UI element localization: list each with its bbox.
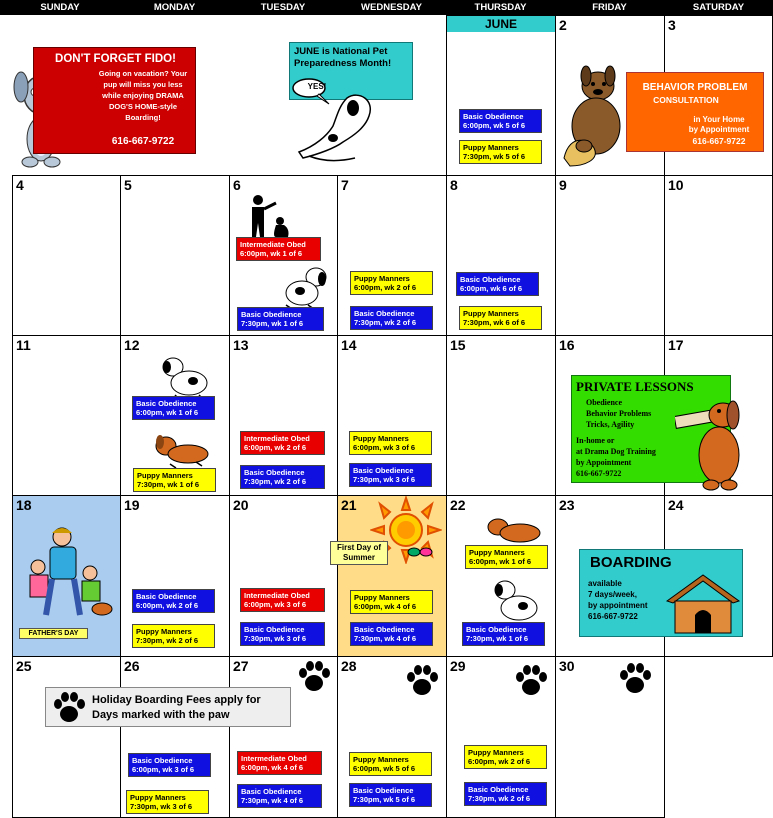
class-time: 6:00pm, wk 2 of 6 [354, 283, 417, 292]
class-name: Basic Obedience [244, 625, 305, 634]
date-number: 12 [124, 337, 140, 353]
class-name: Puppy Manners [468, 748, 524, 757]
lesson-item: Tricks, Agility [586, 420, 635, 429]
behavior-appointment: by Appointment [688, 125, 750, 134]
date-number: 22 [450, 497, 466, 513]
class-box[interactable] [465, 545, 548, 569]
class-time: 6:00pm, wk 2 of 6 [136, 601, 199, 610]
class-name: Puppy Manners [353, 434, 409, 443]
class-time: 7:30pm, wk 4 of 6 [354, 634, 417, 643]
class-time: 7:30pm, wk 2 of 6 [244, 477, 307, 486]
class-name: Intermediate Obed [240, 240, 306, 249]
phone-line: 616-667-9722 [576, 469, 622, 478]
day-cell-25[interactable] [12, 656, 121, 818]
class-time: 7:30pm, wk 1 of 6 [466, 634, 529, 643]
paw-icon [52, 692, 86, 724]
class-name: Basic Obedience [136, 592, 197, 601]
date-number: 23 [559, 497, 575, 513]
class-name: Puppy Manners [354, 274, 410, 283]
private-lessons-list [586, 397, 651, 430]
class-name: Basic Obedience [354, 309, 415, 318]
paw-icon [405, 665, 439, 697]
summer-label: First Day of Summer [330, 541, 388, 565]
date-number: 29 [450, 658, 466, 674]
boarding-phone: 616-667-9722 [588, 612, 638, 621]
speech-bubble-text: YES! [307, 82, 327, 91]
class-name: Basic Obedience [244, 468, 305, 477]
weekday-saturday: SATURDAY [692, 2, 745, 13]
class-time: 6:00pm, wk 1 of 6 [136, 408, 199, 417]
day-cell-9[interactable] [555, 175, 665, 336]
date-number: 9 [559, 177, 567, 193]
trainer-silhouette-icon [246, 193, 292, 239]
date-number: 24 [668, 497, 684, 513]
class-name: Intermediate Obed [241, 754, 307, 763]
date-number: 2 [559, 17, 567, 33]
class-name: Puppy Manners [463, 143, 519, 152]
class-name: Puppy Manners [137, 471, 193, 480]
class-name: Basic Obedience [132, 756, 193, 765]
class-box[interactable] [349, 783, 432, 807]
day-cell-5[interactable] [120, 175, 230, 336]
class-box[interactable] [350, 622, 433, 646]
cartoon-dog-icon [675, 393, 747, 491]
date-number: 7 [341, 177, 349, 193]
class-name: Basic Obedience [468, 785, 529, 794]
doghouse-icon [663, 573, 743, 635]
class-time: 7:30pm, wk 4 of 6 [241, 796, 304, 805]
cartoon-dog-icon [150, 430, 214, 470]
class-name: Puppy Manners [130, 793, 186, 802]
behavior-title: BEHAVIOR PROBLEM [642, 82, 748, 93]
class-time: 6:00pm, wk 5 of 6 [353, 764, 416, 773]
class-name: Basic Obedience [354, 625, 415, 634]
class-time: 7:30pm, wk 2 of 6 [468, 794, 531, 803]
class-box[interactable] [350, 271, 433, 295]
weekday-header [0, 0, 773, 15]
class-time: 6:00pm, wk 4 of 6 [241, 763, 304, 772]
date-number: 25 [16, 658, 32, 674]
class-name: Basic Obedience [241, 310, 302, 319]
day-cell-11[interactable] [12, 335, 121, 496]
fido-phone: 616-667-9722 [111, 136, 175, 147]
class-time: 6:00pm, wk 1 of 6 [469, 557, 532, 566]
class-box[interactable] [240, 431, 325, 455]
date-number: 4 [16, 177, 24, 193]
date-number: 15 [450, 337, 466, 353]
weekday-tuesday: TUESDAY [260, 2, 306, 13]
class-box[interactable] [237, 784, 322, 808]
class-time: 7:30pm, wk 3 of 6 [244, 634, 307, 643]
weekday-friday: FRIDAY [592, 2, 627, 13]
date-number: 17 [668, 337, 684, 353]
cartoon-dog-icon [157, 355, 215, 401]
date-number: 11 [16, 337, 31, 353]
boarding-details [588, 578, 648, 622]
cartoon-dog-icon [487, 578, 547, 626]
class-box[interactable] [240, 588, 325, 612]
date-number: 10 [668, 177, 684, 193]
appointment-line: by Appointment [576, 458, 632, 467]
class-name: Puppy Manners [136, 627, 192, 636]
class-time: 7:30pm, wk 1 of 6 [241, 319, 304, 328]
class-time: 6:00pm, wk 4 of 6 [354, 602, 417, 611]
class-time: 6:00pm, wk 3 of 6 [353, 443, 416, 452]
class-time: 7:30pm, wk 1 of 6 [137, 480, 200, 489]
date-number: 28 [341, 658, 357, 674]
class-time: 6:00pm, wk 6 of 6 [460, 284, 523, 293]
class-box[interactable] [464, 745, 547, 769]
family-illustration-icon [22, 523, 114, 621]
class-name: Basic Obedience [466, 625, 527, 634]
class-box[interactable] [240, 465, 325, 489]
class-name: Intermediate Obed [244, 591, 310, 600]
day-cell-4[interactable] [12, 175, 121, 336]
date-number: 21 [341, 497, 357, 513]
class-time: 6:00pm, wk 2 of 6 [468, 757, 531, 766]
class-box[interactable] [462, 622, 545, 646]
class-box[interactable] [459, 109, 542, 133]
pet-preparedness-text: JUNE is National Pet Preparedness Month! [294, 46, 392, 69]
fido-title: DON'T FORGET FIDO! [55, 53, 176, 65]
behavior-consultation-flyer [626, 72, 764, 152]
behavior-phone: 616-667-9722 [692, 136, 746, 146]
class-name: Intermediate Obed [244, 434, 310, 443]
class-box[interactable] [237, 307, 324, 331]
location-line: at Drama Dog Training [576, 447, 656, 456]
date-number: 26 [124, 658, 140, 674]
date-number: 27 [233, 658, 249, 674]
paw-icon [514, 665, 548, 697]
date-number: 5 [124, 177, 132, 193]
date-number: 8 [450, 177, 458, 193]
private-lessons-location [576, 435, 656, 479]
lesson-item: Behavior Problems [586, 409, 652, 418]
location-line: In-home or [576, 436, 615, 445]
fido-body: Going on vacation? Your pup will miss you less while enjoying DRAMA DOG'S HOME-style Boarding! [98, 69, 188, 122]
fido-boarding-flyer [33, 47, 196, 154]
class-name: Basic Obedience [353, 466, 414, 475]
date-number: 20 [233, 497, 249, 513]
class-box[interactable] [126, 790, 209, 814]
class-time: 6:00pm, wk 5 of 6 [463, 121, 526, 130]
boarding-availability: available [588, 579, 622, 588]
behavior-subtitle: CONSULTATION [653, 95, 719, 105]
class-name: Puppy Manners [353, 755, 409, 764]
class-time: 7:30pm, wk 6 of 6 [463, 318, 526, 327]
class-time: 7:30pm, wk 3 of 6 [130, 802, 193, 811]
weekday-thursday: THURSDAY [474, 2, 527, 13]
date-number: 3 [668, 17, 676, 33]
date-number: 13 [233, 337, 249, 353]
class-box[interactable] [349, 752, 432, 776]
behavior-location: in Your Home [693, 115, 745, 124]
paw-icon [618, 663, 652, 695]
cartoon-dog-icon [482, 515, 544, 547]
boarding-days: 7 days/week, [588, 590, 637, 599]
holiday-fees-note [45, 687, 291, 727]
date-number: 14 [341, 337, 357, 353]
class-name: Basic Obedience [463, 112, 524, 121]
day-cell-15[interactable] [446, 335, 556, 496]
class-box[interactable] [350, 306, 433, 330]
date-number: 16 [559, 337, 575, 353]
class-box[interactable] [459, 140, 542, 164]
paw-icon [297, 661, 331, 693]
class-time: 7:30pm, wk 3 of 6 [353, 475, 416, 484]
weekday-sunday: SUNDAY [40, 2, 80, 13]
class-box[interactable] [350, 590, 433, 614]
class-name: Basic Obedience [241, 787, 302, 796]
class-box[interactable] [237, 751, 322, 775]
private-lessons-title: PRIVATE LESSONS [576, 379, 694, 394]
cartoon-dog-icon [560, 62, 630, 172]
class-box[interactable] [459, 306, 542, 330]
lesson-item: Obedience [586, 398, 622, 407]
class-name: Basic Obedience [353, 786, 414, 795]
class-box[interactable] [236, 237, 321, 261]
class-time: 7:30pm, wk 2 of 6 [354, 318, 417, 327]
class-box[interactable] [133, 468, 216, 492]
class-box[interactable] [464, 782, 547, 806]
class-time: 6:00pm, wk 3 of 6 [244, 600, 307, 609]
class-name: Puppy Manners [463, 309, 519, 318]
date-number: 18 [16, 497, 32, 513]
class-box[interactable] [128, 753, 211, 777]
class-box[interactable] [456, 272, 539, 296]
day-cell-10[interactable] [664, 175, 773, 336]
weekday-wednesday: WEDNESDAY [361, 2, 422, 13]
class-box[interactable] [132, 589, 215, 613]
class-time: 7:30pm, wk 5 of 6 [463, 152, 526, 161]
class-box[interactable] [349, 463, 432, 487]
class-time: 6:00pm, wk 1 of 6 [240, 249, 303, 258]
class-time: 6:00pm, wk 3 of 6 [132, 765, 195, 774]
month-label: JUNE [447, 16, 555, 32]
class-time: 7:30pm, wk 5 of 6 [353, 795, 416, 804]
holiday-fees-text: Holiday Boarding Fees apply for Days marked with the paw [92, 694, 261, 721]
class-box[interactable] [132, 624, 215, 648]
cartoon-dog-icon [278, 265, 334, 311]
class-box[interactable] [240, 622, 325, 646]
class-name: Basic Obedience [460, 275, 521, 284]
boarding-title: BOARDING [590, 554, 672, 571]
class-name: Puppy Manners [469, 548, 525, 557]
date-number: 6 [233, 177, 241, 193]
class-time: 7:30pm, wk 2 of 6 [136, 636, 199, 645]
class-name: Basic Obedience [136, 399, 197, 408]
class-time: 6:00pm, wk 2 of 6 [244, 443, 307, 452]
date-number: 19 [124, 497, 140, 513]
fathers-day-label: FATHER'S DAY [19, 628, 88, 639]
date-number: 30 [559, 658, 575, 674]
class-name: Puppy Manners [354, 593, 410, 602]
weekday-monday: MONDAY [153, 2, 196, 13]
class-box[interactable] [132, 396, 215, 420]
boarding-appointment: by appointment [588, 601, 648, 610]
class-box[interactable] [349, 431, 432, 455]
